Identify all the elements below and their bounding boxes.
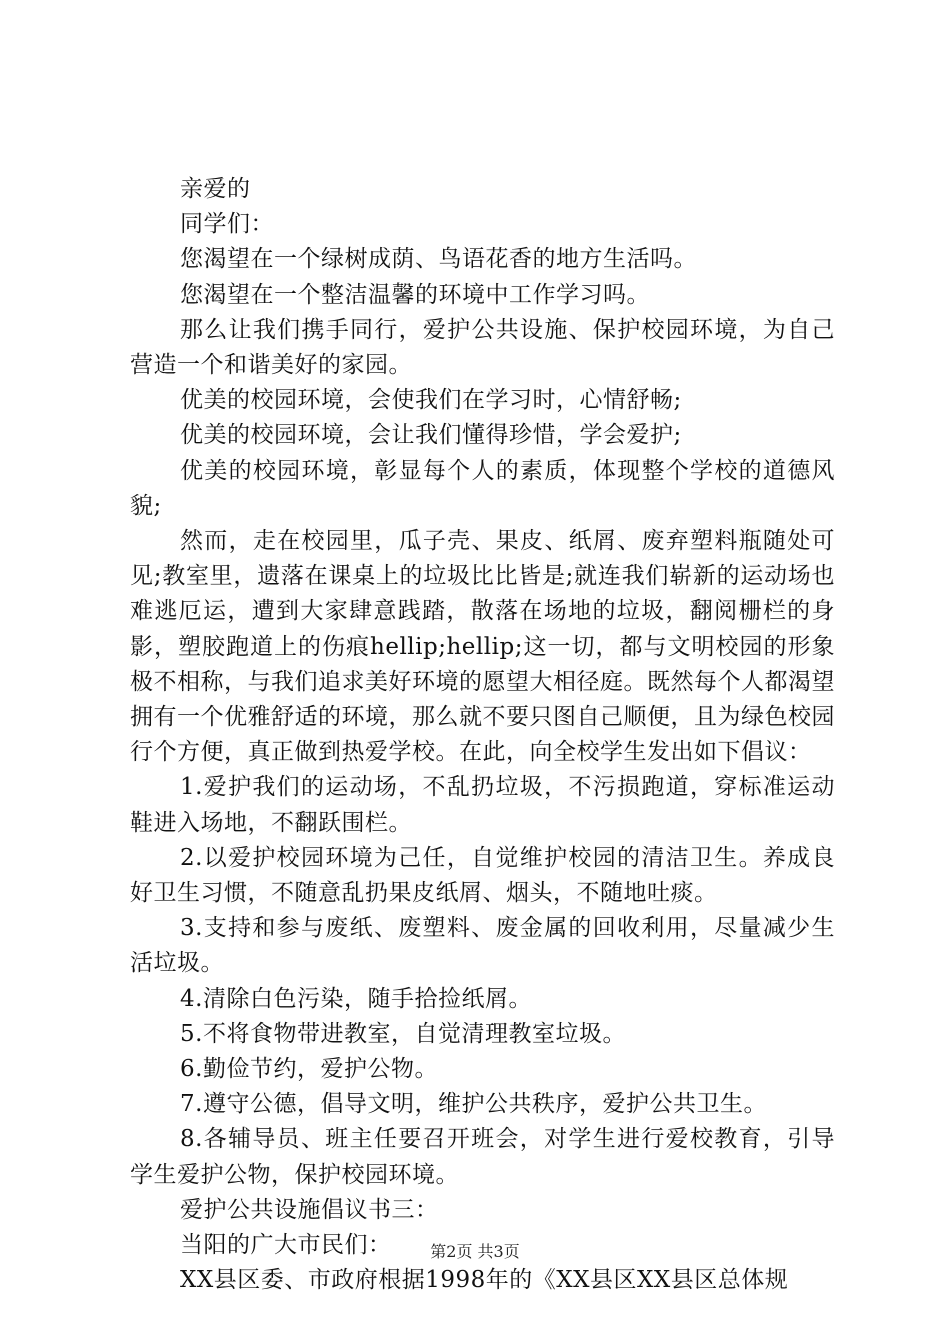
proposal-item-4: 4.清除白色污染，随手拾捡纸屑。 [180,985,532,1012]
section-heading: 爱护公共设施倡议书三： [180,1196,439,1223]
proposal-item-1: 1.爱护我们的运动场，不乱扔垃圾，不污损跑道，穿标准运动鞋进入场地，不翻跃围栏。 [130,774,835,836]
paragraph: 您渴望在一个整洁温馨的环境中工作学习吗。 [180,281,650,308]
paragraph: 那么让我们携手同行，爱护公共设施、保护校园环境，为自己营造一个和谐美好的家园。 [130,316,835,379]
salutation-line: 当阳的广大市民们： [180,1232,392,1259]
paragraph: XX县区委、市政府根据1998年的《XX县区XX县区总体规 [180,1267,789,1294]
paragraph: 然而，走在校园里，瓜子壳、果皮、纸屑、废弃塑料瓶随处可见;教室里，遗落在课桌上的垃圾比比皆是;就连我们崭新的运动场也难逃厄运，遭到大家肆意践踏，散落在场地的垃圾，翻阅栅栏的身影，塑胶跑道上的伤痕hellip;hellip;这一切，都与文明校园的形象极不相称，与我们追求美好环境的愿望大相径庭。既然每个人都渴望拥有一个优雅舒适的环境，那么就不要只图自己顺便，且为绿色校园行个方便，真正做到热爱学校。在此，向全校学生发出如下倡议： [130,528,835,766]
paragraph: 优美的校园环境，会使我们在学习时，心情舒畅; [180,387,682,414]
proposal-item-5: 5.不将食物带进教室，自觉清理教室垃圾。 [180,1020,626,1047]
document-body [130,172,835,1299]
salutation-line-1: 亲爱的 [180,176,251,202]
paragraph: 您渴望在一个绿树成荫、鸟语花香的地方生活吗。 [180,246,697,273]
paragraph: 优美的校园环境，会让我们懂得珍惜，学会爱护; [180,422,682,449]
proposal-item-7: 7.遵守公德，倡导文明，维护公共秩序，爱护公共卫生。 [180,1091,767,1118]
salutation-line-2: 同学们： [180,211,274,238]
proposal-item-3: 3.支持和参与废纸、废塑料、废金属的回收利用，尽量减少生活垃圾。 [130,915,835,977]
proposal-item-6: 6.勤俭节约，爱护公物。 [180,1056,438,1083]
proposal-item-2: 2.以爱护校园环境为己任，自觉维护校园的清洁卫生。养成良好卫生习惯，不随意乱扔果皮纸屑、烟头，不随地吐痰。 [130,844,835,907]
paragraph: 优美的校园环境，彰显每个人的素质，体现整个学校的道德风貌; [130,457,835,519]
page-number-footer: 第2页 共3页 [430,1242,520,1261]
proposal-item-8: 8.各辅导员、班主任要召开班会，对学生进行爱校教育，引导学生爱护公物，保护校园环境。 [130,1126,835,1188]
